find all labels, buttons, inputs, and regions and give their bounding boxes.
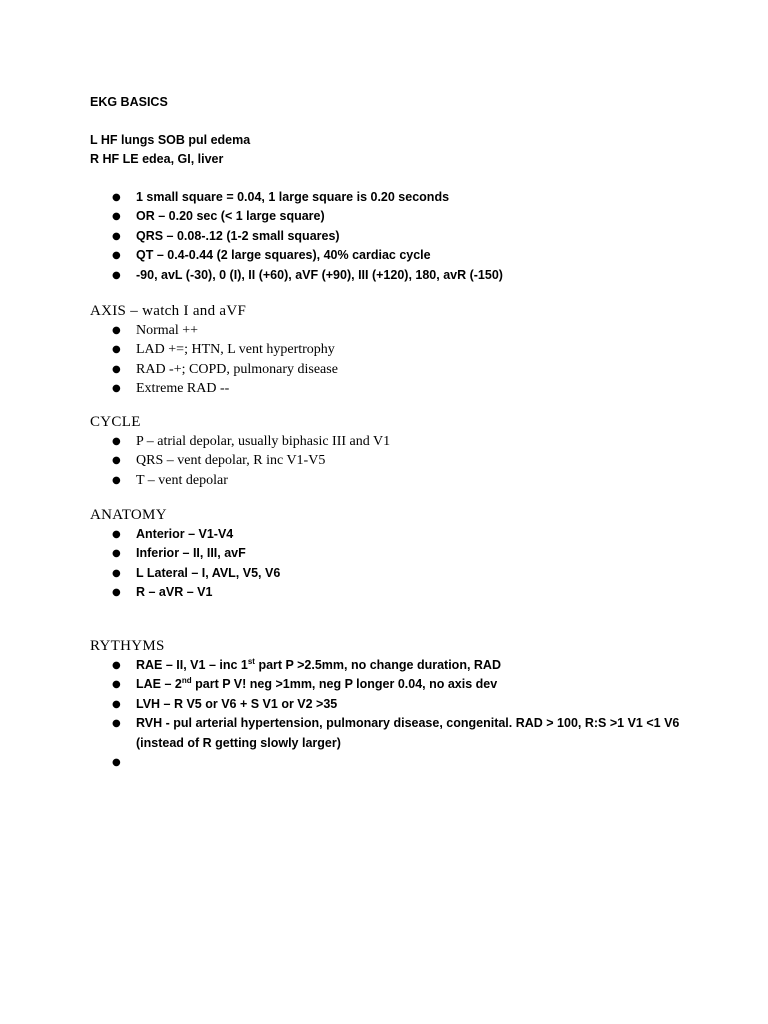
list-item [112, 340, 712, 359]
list-item [112, 583, 712, 602]
bullet-icon: ● [112, 548, 121, 560]
intro-line-right-hf: R HF LE edea, GI, liver [90, 152, 224, 166]
ordinal-suffix: st [247, 656, 255, 666]
list-item-text: RAD -+; COPD, pulmonary disease [136, 361, 338, 377]
list-item-text: QRS – 0.08-.12 (1-2 small squares) [136, 228, 340, 243]
list-item-text: Inferior – II, III, avF [136, 546, 246, 561]
list-item [112, 246, 712, 265]
anatomy-list [112, 525, 712, 603]
bullet-icon: ● [112, 455, 121, 467]
list-item-text: part P V! neg >1mm, neg P longer 0.04, no axis dev [191, 677, 498, 692]
list-item-text: Anterior – V1-V4 [136, 527, 234, 541]
list-item [112, 360, 712, 379]
list-item [112, 227, 712, 246]
bullet-icon: ● [112, 474, 121, 486]
bullet-icon: ● [112, 269, 121, 281]
list-item [112, 379, 712, 398]
list-item [112, 564, 712, 583]
list-item [112, 714, 682, 753]
axis-heading: AXIS – watch I and aVF [90, 303, 247, 319]
list-item [112, 675, 682, 694]
list-item-text: QRS – vent depolar, R inc V1-V5 [136, 453, 326, 469]
list-item-text: LAD +=; HTN, L vent hypertrophy [136, 342, 335, 358]
list-item [112, 266, 712, 285]
bullet-icon: ● [112, 529, 121, 540]
list-item-text: R – aVR – V1 [136, 585, 213, 600]
bullet-icon: ● [112, 587, 121, 599]
list-item-text: LVH – R V5 or V6 + S V1 or V2 >35 [136, 696, 338, 711]
bullet-icon: ● [112, 230, 121, 242]
list-item-text: Extreme RAD -- [136, 381, 230, 397]
list-item [112, 656, 682, 675]
bullet-icon: ● [112, 757, 121, 769]
list-item-text: QT – 0.4-0.44 (2 large squares), 40% cardiac cycle [136, 248, 431, 263]
cycle-list [112, 432, 712, 490]
list-item-text: P – atrial depolar, usually biphasic III and V1 [136, 434, 391, 449]
list-item-text: LAE – 2 [136, 677, 182, 692]
list-item [112, 321, 712, 340]
bullet-icon: ● [112, 383, 121, 395]
bullet-icon: ● [112, 698, 121, 710]
list-item-text: part P >2.5mm, no change duration, RAD [254, 658, 501, 672]
bullet-icon: ● [112, 436, 121, 447]
bullet-icon: ● [112, 567, 121, 579]
bullet-icon: ● [112, 325, 121, 336]
bullet-icon: ● [112, 250, 121, 262]
rythyms-list [112, 656, 682, 769]
anatomy-heading: ANATOMY [90, 507, 167, 523]
bullet-icon: ● [112, 211, 121, 223]
document-title: EKG BASICS [90, 95, 168, 109]
list-item-text: 1 small square = 0.04, 1 large square is 0.20 seconds [136, 190, 450, 204]
bullet-icon: ● [112, 363, 121, 375]
axis-list [112, 321, 712, 399]
bullet-icon: ● [112, 344, 121, 356]
list-item-text: RAE – II, V1 – inc 1 [136, 658, 248, 672]
list-item-text: T – vent depolar [136, 472, 228, 488]
list-item [112, 695, 682, 714]
list-item [112, 451, 712, 470]
bullet-icon: ● [112, 660, 121, 671]
bullet-icon: ● [112, 718, 121, 730]
list-item [112, 207, 712, 226]
list-item-text: L Lateral – I, AVL, V5, V6 [136, 565, 281, 580]
list-item [112, 188, 712, 207]
list-item [112, 471, 712, 490]
rythyms-heading: RYTHYMS [90, 638, 165, 654]
list-item [112, 544, 712, 563]
cycle-heading: CYCLE [90, 414, 141, 430]
ordinal-suffix: nd [181, 676, 192, 686]
list-item-text: OR – 0.20 sec (< 1 large square) [136, 209, 325, 224]
list-item-text: RVH - pul arterial hypertension, pulmonary disease, congenital. RAD > 100, R:S >1 V1 <1 V6 (instead of R getting slowly larger) [136, 716, 680, 750]
list-item [112, 432, 712, 451]
intro-line-left-hf: L HF lungs SOB pul edema [90, 133, 251, 147]
list-item [112, 525, 712, 544]
bullet-icon: ● [112, 192, 121, 203]
basics-list [112, 188, 712, 285]
list-item-text: -90, avL (-30), 0 (I), II (+60), aVF (+90), III (+120), 180, avR (-150) [136, 267, 503, 282]
bullet-icon: ● [112, 679, 121, 691]
list-item-text: Normal ++ [136, 323, 199, 338]
